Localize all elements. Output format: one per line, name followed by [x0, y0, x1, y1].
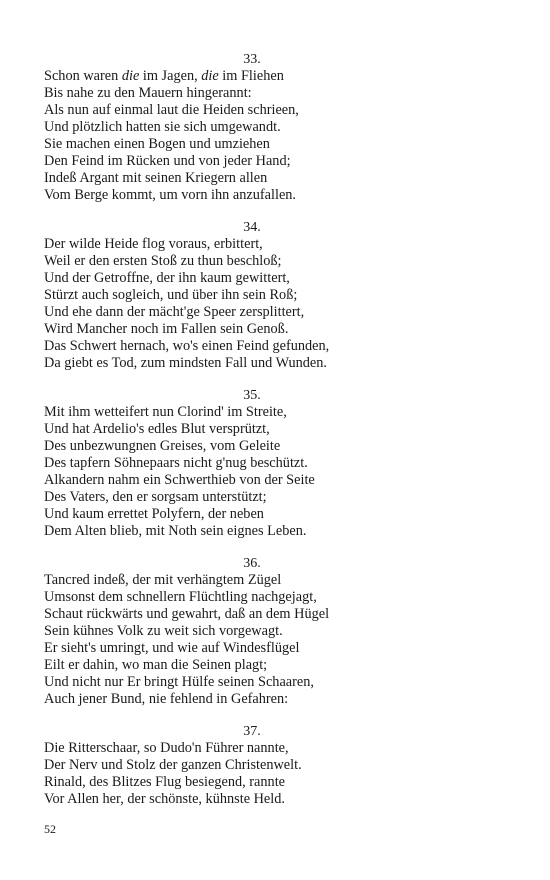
verse-text: Sie machen einen Bogen und umziehen [44, 136, 270, 152]
verse-text: Schaut rückwärts und gewahrt, daß an dem Hügel [44, 606, 330, 622]
verse-line [44, 321, 514, 338]
verse-line [44, 489, 514, 506]
verse-text: Der wilde Heide flog voraus, erbittert, [44, 236, 263, 252]
verse-line [44, 657, 514, 674]
verse-line [44, 455, 514, 472]
verse-text: Da giebt es Tod, zum mindsten Fall und Wunden. [44, 355, 328, 371]
verse-line [44, 253, 514, 270]
verse-text: im Jagen, [139, 68, 202, 84]
verse-line [44, 270, 514, 287]
verse-line [44, 606, 514, 623]
verse-line [44, 674, 514, 691]
verse-text: Als nun auf einmal laut die Heiden schrieen, [44, 102, 299, 118]
stanza [44, 723, 514, 808]
verse-text: Alkandern nahm ein Schwerthieb von der Seite [44, 472, 315, 488]
emphasized-word: die [201, 68, 219, 84]
verse-text: Mit ihm wetteifert nun Clorind' im Streite, [44, 404, 287, 420]
verse-text: Umsonst dem schnellern Flüchtling nachgejagt, [44, 589, 317, 605]
verse-text: Tancred indeß, der mit verhängtem Zügel [44, 572, 282, 588]
stanza-number: 37. [243, 724, 261, 739]
verse-line [44, 438, 514, 455]
verse-text: Stürzt auch sogleich, und über ihn sein Roß; [44, 287, 298, 303]
verse-text: Rinald, des Blitzes Flug besiegend, rannte [44, 774, 286, 790]
verse-line [44, 791, 514, 808]
verse-text: Und ehe dann der mächt'ge Speer zersplittert, [44, 304, 305, 320]
verse-text: Des unbezwungnen Greises, vom Geleite [44, 438, 281, 454]
verse-text: Vom Berge kommt, um vorn ihn anzufallen. [44, 187, 297, 203]
stanza [44, 555, 514, 708]
verse-line [44, 523, 514, 540]
verse-line [44, 404, 514, 421]
verse-line [44, 136, 514, 153]
verse-text: Der Nerv und Stolz der ganzen Christenwelt. [44, 757, 302, 773]
verse-text: Die Ritterschaar, so Dudo'n Führer nannte, [44, 740, 289, 756]
verse-text: Vor Allen her, der schönste, kühnste Held. [44, 791, 285, 807]
verse-line [44, 757, 514, 774]
verse-text: Das Schwert hernach, wo's einen Feind gefunden, [44, 338, 330, 354]
verse-text: Bis nahe zu den Mauern hingerannt: [44, 85, 252, 101]
verse-line [44, 119, 514, 136]
verse-line [44, 506, 514, 523]
verse-line [44, 472, 514, 489]
verse-line [44, 68, 514, 85]
verse-text: Und kaum errettet Polyfern, der neben [44, 506, 264, 522]
verse-line [44, 421, 514, 438]
stanza [44, 51, 514, 204]
verse-line [44, 153, 514, 170]
verse-line [44, 572, 514, 589]
stanza-number: 35. [243, 388, 261, 403]
stanza [44, 387, 514, 540]
verse-text: Weil er den ersten Stoß zu thun beschloß; [44, 253, 282, 269]
verse-line [44, 355, 514, 372]
verse-line [44, 338, 514, 355]
verse-text: Und nicht nur Er bringt Hülfe seinen Schaaren, [44, 674, 314, 690]
verse-text: Schon waren [44, 68, 122, 84]
verse-line [44, 740, 514, 757]
verse-line [44, 187, 514, 204]
verse-text: Er sieht's umringt, und wie auf Windesflügel [44, 640, 300, 656]
verse-text: Und hat Ardelio's edles Blut versprützt, [44, 421, 270, 437]
verse-text: Und der Getroffne, der ihn kaum gewittert, [44, 270, 290, 286]
verse-text: Und plötzlich hatten sie sich umgewandt. [44, 119, 281, 135]
verse-text: Dem Alten blieb, mit Noth sein eignes Leben. [44, 523, 307, 539]
verse-text: Eilt er dahin, wo man die Seinen plagt; [44, 657, 268, 673]
stanza-number: 33. [243, 52, 261, 67]
verse-line [44, 170, 514, 187]
verse-line [44, 287, 514, 304]
verse-text: Des tapfern Söhnepaars nicht g'nug beschützt. [44, 455, 308, 471]
verse-text: im Fliehen [218, 68, 284, 84]
verse-text: Den Feind im Rücken und von jeder Hand; [44, 153, 291, 169]
page-number: 52 [44, 822, 56, 836]
verse-line [44, 304, 514, 321]
stanza-number: 36. [243, 556, 261, 571]
verse-line [44, 691, 514, 708]
verse-line [44, 589, 514, 606]
stanza [44, 219, 514, 372]
stanza-number: 34. [243, 220, 261, 235]
verse-line [44, 623, 514, 640]
verse-text: Indeß Argant mit seinen Kriegern allen [44, 170, 268, 186]
verse-line [44, 102, 514, 119]
verse-line [44, 774, 514, 791]
verse-text: Sein kühnes Volk zu weit sich vorgewagt. [44, 623, 283, 639]
verse-line [44, 85, 514, 102]
verse-text: Auch jener Bund, nie fehlend in Gefahren: [44, 691, 289, 707]
verse-text: Wird Mancher noch im Fallen sein Genoß. [44, 321, 289, 337]
poem-text [44, 51, 514, 823]
emphasized-word: die [121, 68, 140, 84]
verse-line [44, 236, 514, 253]
verse-line [44, 640, 514, 657]
verse-text: Des Vaters, den er sorgsam unterstützt; [44, 489, 267, 505]
